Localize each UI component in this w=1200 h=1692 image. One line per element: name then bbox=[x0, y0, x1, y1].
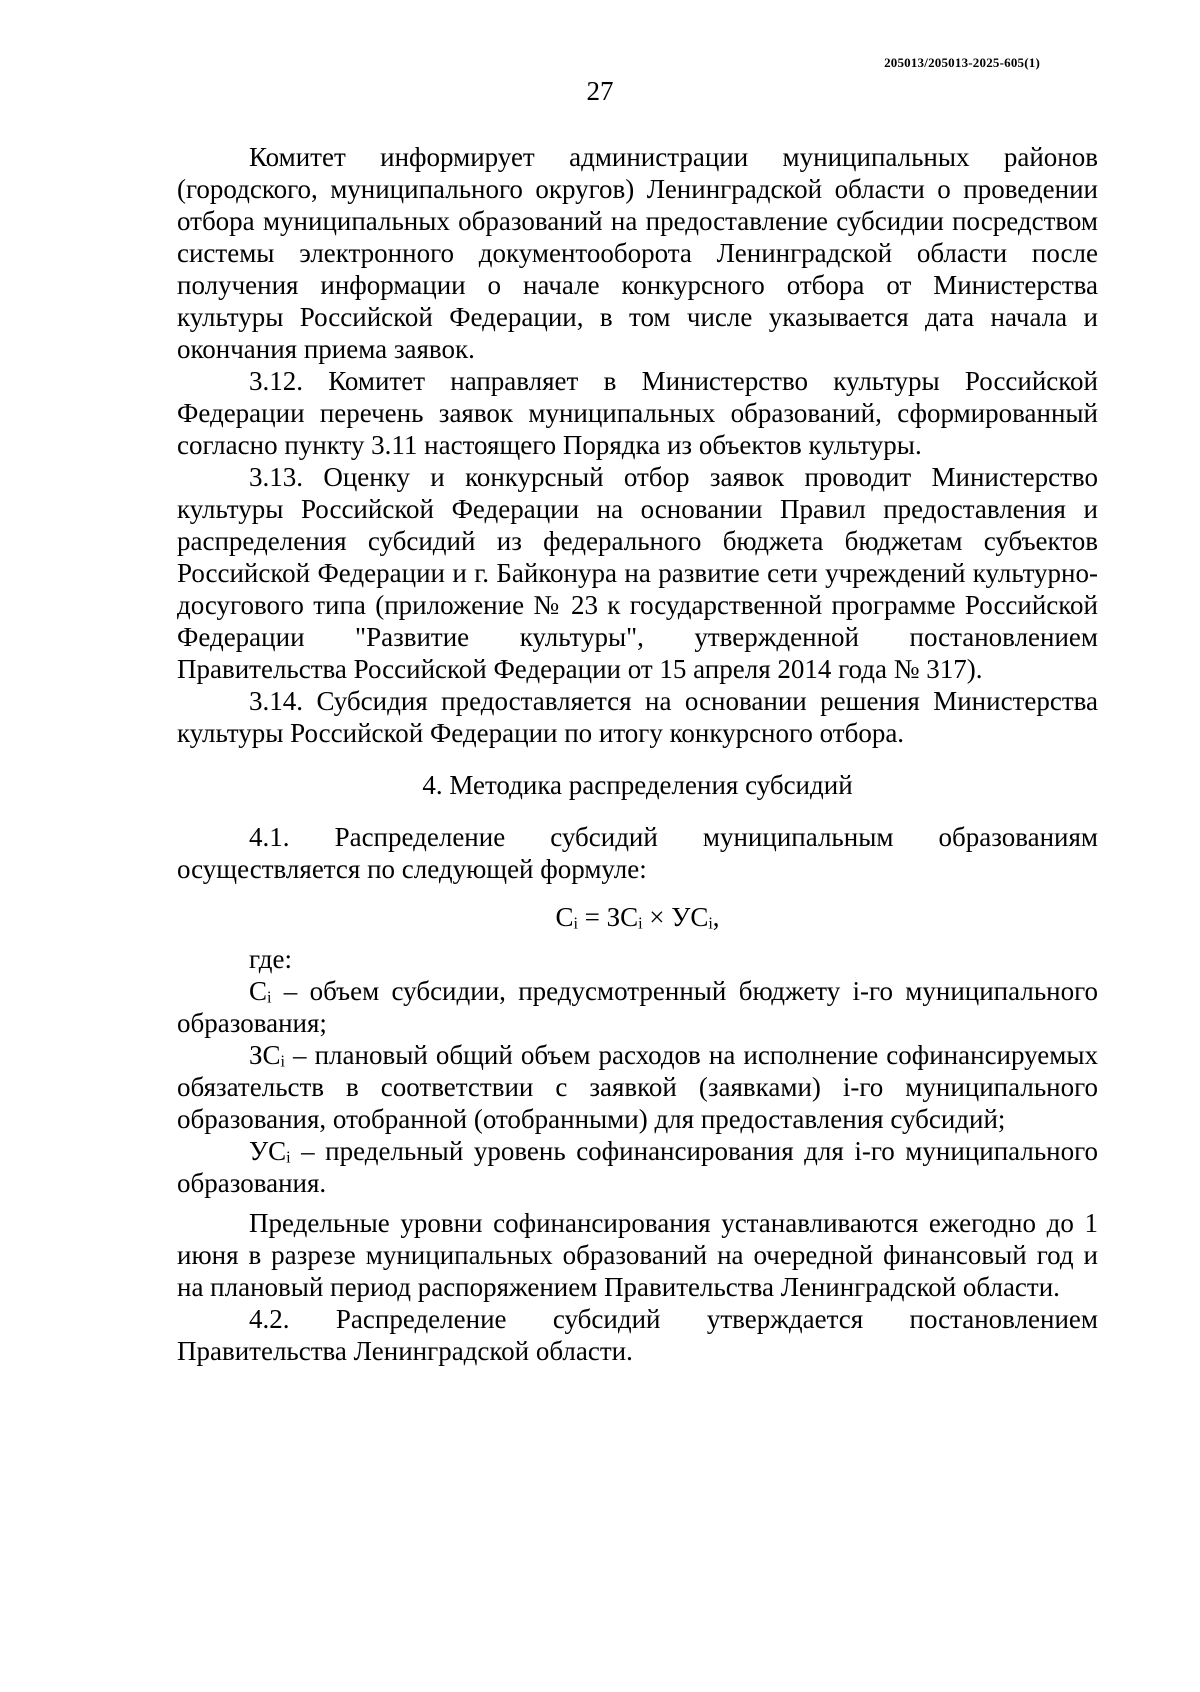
document-body bbox=[177, 141, 1098, 1367]
document-id: 205013/205013-2025-605(1) bbox=[884, 55, 1040, 70]
page-number: 27 bbox=[586, 76, 614, 106]
spacer bbox=[177, 1199, 1098, 1207]
paragraph-4-1: 4.1. Распределение субсидий муниципальным образованиям осуществляется по следующей формуле: bbox=[177, 822, 1098, 884]
paragraph-4-2: 4.2. Распределение субсидий утверждается постановлением Правительства Ленинградской области. bbox=[177, 1304, 1098, 1366]
where-label: где: bbox=[249, 944, 292, 974]
definition-usi: УСᵢ – предельный уровень софинансирования для i-го муниципального образования. bbox=[177, 1136, 1098, 1198]
paragraph-3-13: 3.13. Оценку и конкурсный отбор заявок проводит Министерство культуры Российской Федерации на основании Правил предоставления и распределения субсидий из федерального бюджета бюджетам субъектов Российской Федерации и г. Байконура на развитие сети учреждений культурно-досугового типа (приложение № 23 к государственной программе Российской Федерации "Развитие культуры", утвержденной постановлением Правительства Российской Федерации от 15 апреля 2014 года № 317). bbox=[177, 462, 1098, 684]
paragraph-3-14: 3.14. Субсидия предоставляется на основании решения Министерства культуры Российской Федерации по итогу конкурсного отбора. bbox=[177, 686, 1098, 748]
subsidy-formula: Cᵢ = ЗСᵢ × УСᵢ, bbox=[555, 902, 720, 932]
definition-ci: Cᵢ – объем субсидии, предусмотренный бюджету i-го муниципального образования; bbox=[177, 976, 1098, 1038]
paragraph-cofinancing-levels: Предельные уровни софинансирования устанавливаются ежегодно до 1 июня в разрезе муниципальных образований на очередной финансовый год и на плановый период распоряжением Правительства Ленинградской области. bbox=[177, 1208, 1098, 1302]
paragraph-committee-informs: Комитет информирует администрации муниципальных районов (городского, муниципального округов) Ленинградской области о проведении отбора муниципальных образований на предоставление субсидии посредством системы электронного документооборота Ленинградской области после получения информации о начале конкурсного отбора от Министерства культуры Российской Федерации, в том числе указывается дата начала и окончания приема заявок. bbox=[177, 142, 1098, 364]
definition-zsi: ЗСᵢ – плановый общий объем расходов на исполнение софинансируемых обязательств в соответствии с заявкой (заявками) i-го муниципального образования, отобранной (отобранными) для предоставления субсидий; bbox=[177, 1040, 1098, 1134]
section-heading: 4. Методика распределения субсидий bbox=[422, 770, 853, 800]
paragraph-3-12: 3.12. Комитет направляет в Министерство культуры Российской Федерации перечень заявок муниципальных образований, сформированный согласно пункту 3.11 настоящего Порядка из объектов культуры. bbox=[177, 366, 1098, 460]
